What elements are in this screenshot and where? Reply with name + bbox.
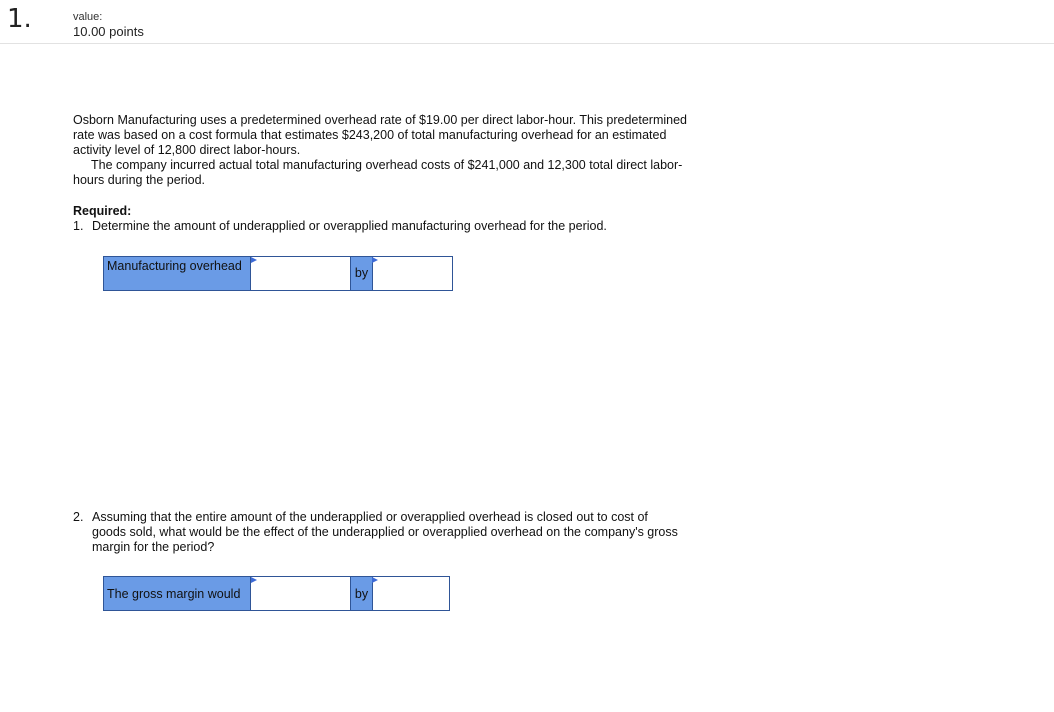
question-points: 10.00 points xyxy=(73,24,144,39)
requirement-1-text: Determine the amount of underapplied or overapplied manufacturing overhead for the period. xyxy=(92,219,607,233)
dropdown-arrow-icon[interactable] xyxy=(251,577,257,583)
answer-2-label: The gross margin would xyxy=(104,577,251,610)
requirement-2-text: Assuming that the entire amount of the underapplied or overapplied overhead is closed out to cost of goods sold, what would be the effect of the underapplied or overapplied overhead on the company's gross margin for the period? xyxy=(92,510,678,554)
answer-row-1 xyxy=(103,256,453,291)
problem-paragraph-1: Osborn Manufacturing uses a predetermined overhead rate of $19.00 per direct labor-hour. This predetermined rate was based on a cost formula that estimates $243,200 of total manufacturing overhead for an estimated activity level of 12,800 direct labor-hours. xyxy=(73,113,688,157)
question-number: 1. xyxy=(7,4,32,34)
requirement-1 xyxy=(73,219,607,234)
answer-1-label: Manufacturing overhead xyxy=(104,257,251,290)
input-marker-icon xyxy=(372,257,378,263)
required-heading: Required: xyxy=(73,204,132,218)
answer-1-dropdown[interactable] xyxy=(251,257,351,290)
requirement-2 xyxy=(73,510,683,555)
value-label: value: xyxy=(73,11,103,23)
answer-1-by-label: by xyxy=(351,257,373,290)
requirement-1-number: 1. xyxy=(73,219,84,233)
input-marker-icon xyxy=(372,577,378,583)
header-divider xyxy=(0,43,1054,44)
problem-statement xyxy=(73,113,693,188)
answer-2-dropdown[interactable] xyxy=(251,577,351,610)
requirement-2-number: 2. xyxy=(73,510,84,524)
answer-1-amount-input[interactable] xyxy=(373,257,452,290)
problem-paragraph-2: The company incurred actual total manufacturing overhead costs of $241,000 and 12,300 total direct labor-hours during the period. xyxy=(73,158,683,187)
answer-2-amount-input[interactable] xyxy=(373,577,449,610)
dropdown-arrow-icon[interactable] xyxy=(251,257,257,263)
answer-row-2 xyxy=(103,576,450,611)
answer-2-by-label: by xyxy=(351,577,373,610)
